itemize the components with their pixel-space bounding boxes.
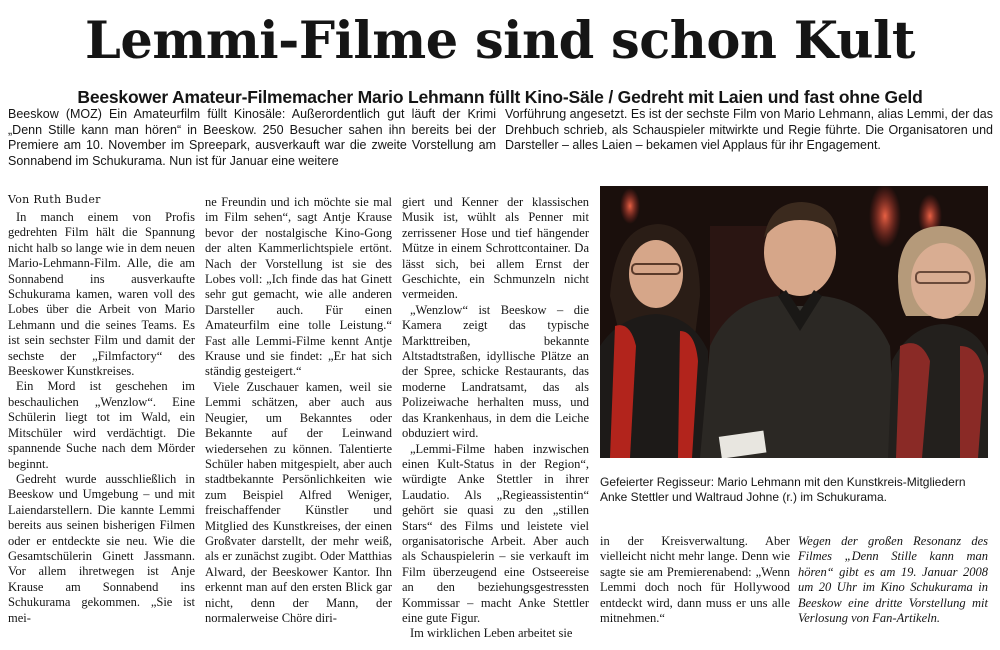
article-column-2 — [205, 195, 392, 626]
paragraph: giert und Kenner der klassischen Musik ist, wühlt als Penner mit zerrissener Hose und tief hängender Mütze in einem Schrottcontainer. Da lässt sich, bei allem Ernst der Geschichte, ein Schmunzeln nicht vermeiden. — [402, 195, 589, 302]
paragraph: in der Kreisverwaltung. Aber vielleicht nicht mehr lange. Denn wie sagte sie am Premierenabend: „Wenn Lemmi doch noch für Hollywood entdeckt wird, dann muss er uns alle mitnehmen.“ — [600, 534, 790, 626]
paragraph: Wegen der großen Resonanz des Filmes „Denn Stille kann man hören“ gibt es am 19. Januar 2008 um 20 Uhr im Kino Schukurama in Beeskow eine dritte Vorstellung mit Verlosung von Fan-Artikeln. — [798, 534, 988, 626]
person-right-face — [911, 243, 975, 319]
paragraph: „Wenzlow“ ist Beeskow – die Kamera zeigt das typische Markttreiben, bekannte Altstadtstraßen, idyllische Plätze an der Spree, schicke Restaurants, das moderne Landratsamt, das als Polizeiwache herhalten muss, und das Krankenhaus, in dem die Leiche obduziert wird. — [402, 302, 589, 441]
lead-paragraph-right: Vorführung angesetzt. Es ist der sechste Film von Mario Lehmann, alias Lemmi, der das Drehbuch schrieb, als Schauspieler mitwirkte und Regie führte. Die Organisatoren und Darsteller – alles Laien – bekamen viel Applaus für ihr Engagement. — [505, 107, 993, 152]
paragraph: ne Freundin und ich möchte sie mal im Film sehen“, sagt Antje Krause bevor der nostalgische Kino-Gong der alten Kammerlichtspiele ertönt. Nach der Vorstellung ist sie des Lobes voll: „Ich finde das hat Ginett sehr gut gemacht, wie alle anderen Darsteller auch. Für einen Amateurfilm eine tolle Leistung.“ Fast alle Lemmi-Filme kennt Antje Krause und sie findet: „Er hat sich ständig gesteigert.“ — [205, 195, 392, 379]
headline: Lemmi-Filme sind schon Kult — [85, 11, 915, 71]
photo-illustration — [600, 186, 988, 458]
article-column-3 — [402, 195, 589, 642]
subheadline: Beeskower Amateur-Filmemacher Mario Lehmann füllt Kino-Säle / Gedreht mit Laien und fast ohne Geld — [77, 87, 923, 107]
ceiling-light — [620, 188, 640, 224]
article-column-4 — [600, 534, 790, 626]
paragraph: Ein Mord ist geschehen im beschaulichen „Wenzlow“. Eine Schülerin liegt tot im Wald, ein Mitschüler wird verdächtigt. Die spannende Suche nach dem Mörder beginnt. — [8, 379, 195, 471]
paragraph: Im wirklichen Leben arbeitet sie — [410, 626, 573, 641]
info-box — [798, 534, 988, 626]
article-column-1 — [8, 210, 195, 626]
paragraph: Viele Zuschauer kamen, weil sie Lemmi schätzen, aber auch aus Neugier, um Bekanntes oder Bekannte auf der Leinwand wiedersehen zu können. Talentierte Schüler haben mitgespielt, aber auch stadtbekannte Persönlichkeiten wie zum Beispiel Alfred Weniger, freischaffender Künstler und Mitglied des Kunstkreises, der einen Großvater darstellt, der mehr weiß, als er zunächst zugibt. Oder Matthias Alward, der Beeskower Kantor. Ihn erkennt man auf den ersten Blick gar nicht, denn der Mann, der normalerweise Chöre diri- — [205, 379, 392, 625]
paragraph: Gedreht wurde ausschließlich in Beeskow und Umgebung – und mit Laiendarstellern. Die kannte Lemmi bereits aus seinen bisherigen Filmen oder er entdeckte sie neu. Wie die Gesamtschülerin Ginett Jassmann. Vor allem ihretwegen ist Anje Krause am Sonnabend ins Schukurama gekommen. „Sie ist mei- — [8, 471, 195, 625]
paragraph: „Lemmi-Filme haben inzwischen einen Kult-Status in der Region“, würdigte Anke Stettler in ihrer Laudatio. Als „Regieassistentin“ gehört sie quasi zu den „stillen Stars“ des Films und leistete viel organisatorische Arbeit. Aber auch als Schauspielerin – sie verkauft im Film überzeugend eine Ostseereise an den beziehungsgestressten Kommissar – macht Anke Stettler eine gute Figur. — [402, 441, 589, 625]
photo-caption: Gefeierter Regisseur: Mario Lehmann mit den Kunstkreis-Mitgliedern Anke Stettler und Waltraud Johne (r.) im Schukurama. — [600, 475, 966, 504]
article-photo — [600, 186, 988, 458]
lead-paragraph-left: Beeskow (MOZ) Ein Amateurfilm füllt Kinosäle: Außerordentlich gut läuft der Krimi „Denn Stille kann man hören“ in Beeskow. 250 Besucher sahen ihn bereits bei der Premiere am 10. November im Spreepark, ausverkauft war die zweite Vorstellung am Sonnabend im Schukurama. Nun ist für Januar eine weitere — [8, 107, 496, 168]
byline: Von Ruth Buder — [8, 193, 101, 206]
paragraph: In manch einem von Profis gedrehten Film hält die Spannung nicht halb so lange wie in dem neuen Mario-Lehmann-Film. Alle, die am Sonnabend ins ausverkaufte Schukurama kamen, waren voll des Lobes über die Arbeit von Mario Lehmann und die seines Teams. Es ist sein sechster Film und damit der sechste der „Filmfactory“ des Beeskower Kunstkreises. — [8, 210, 195, 379]
ceiling-light — [869, 186, 901, 248]
